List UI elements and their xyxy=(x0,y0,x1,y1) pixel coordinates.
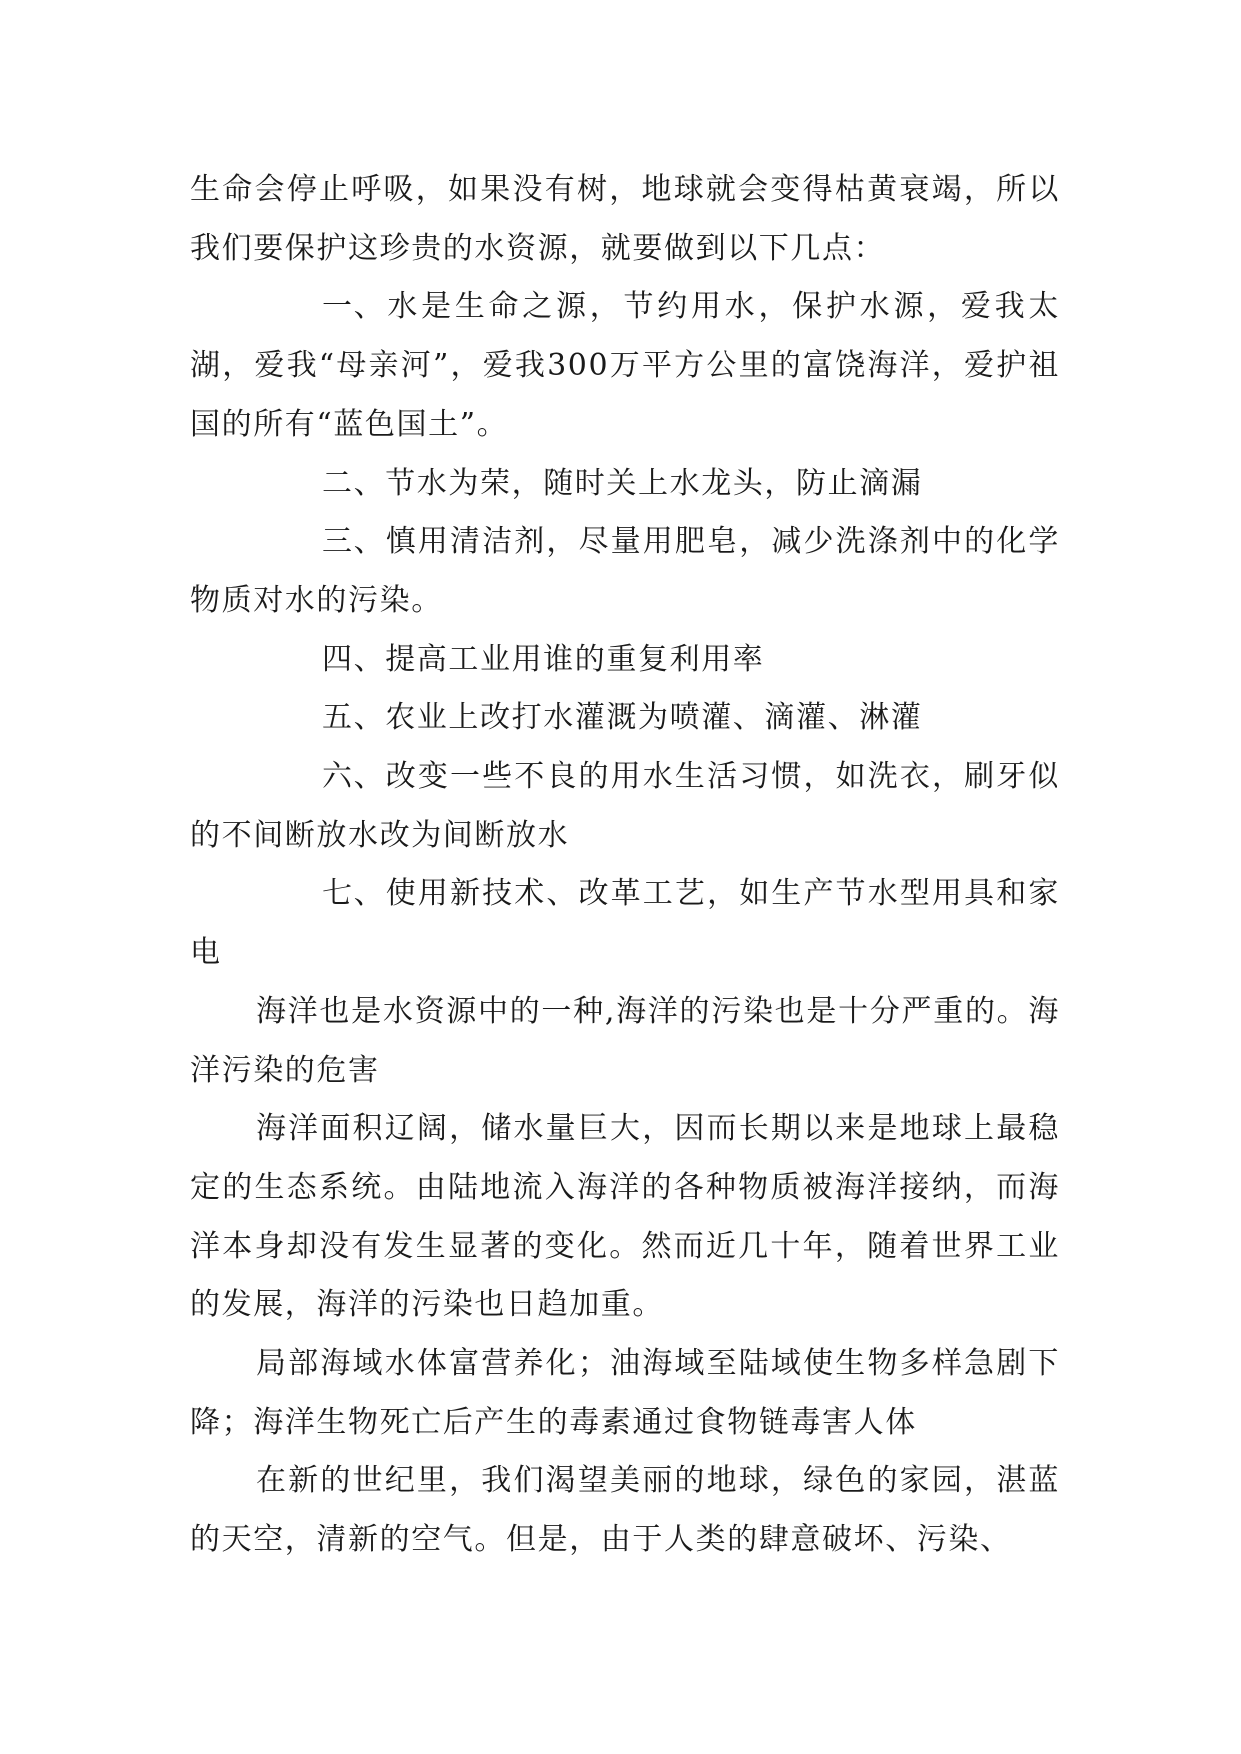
paragraph-text: 生命会停止呼吸，如果没有树，地球就会变得枯黄衰竭，所以我们要保护这珍贵的水资源，就要做到以下几点： xyxy=(190,172,1060,266)
list-item-3 xyxy=(190,513,1060,630)
list-number: 二、 xyxy=(322,465,386,501)
list-item-4 xyxy=(190,631,1060,690)
list-number: 五、 xyxy=(322,700,386,736)
document-body xyxy=(190,161,1060,1570)
paragraph-intro xyxy=(190,161,1060,278)
list-item-1 xyxy=(190,278,1060,454)
paragraph-text: 在新的世纪里，我们渴望美丽的地球，绿色的家园，湛蓝的天空，清新的空气。但是，由于人类的肆意破坏、污染、 xyxy=(190,1463,1060,1558)
paragraph-text: 海洋也是水资源中的一种,海洋的污染也是十分严重的。海洋污染的危害 xyxy=(190,993,1060,1088)
list-number: 一、 xyxy=(322,289,386,325)
list-number: 三、 xyxy=(322,524,386,560)
paragraph-ocean-description xyxy=(190,1100,1060,1335)
list-item-text: 农业上改打水灌溉为喷灌、滴灌、淋灌 xyxy=(385,700,923,736)
paragraph-ocean-intro xyxy=(190,983,1060,1100)
paragraph-text: 局部海域水体富营养化；油海域至陆域使生物多样急剧下降；海洋生物死亡后产生的毒素通过食物链毒害人体 xyxy=(190,1346,1060,1440)
list-number: 六、 xyxy=(322,759,386,795)
list-item-text: 改变一些不良的用水生活习惯，如洗衣，刷牙似的不间断放水改为间断放水 xyxy=(190,759,1060,853)
list-item-2 xyxy=(190,455,1060,514)
list-item-text: 提高工业用谁的重复利用率 xyxy=(385,641,765,677)
list-item-text: 节水为荣，随时关上水龙头，防止滴漏 xyxy=(385,465,923,501)
list-item-5 xyxy=(190,689,1060,748)
paragraph-ocean-harm xyxy=(190,1335,1060,1452)
list-number: 四、 xyxy=(322,641,386,677)
list-number: 七、 xyxy=(322,876,386,912)
list-item-text: 慎用清洁剂，尽量用肥皂，减少洗涤剂中的化学物质对水的污染。 xyxy=(190,524,1060,618)
list-item-6 xyxy=(190,748,1060,865)
paragraph-new-century xyxy=(190,1452,1060,1569)
list-item-text: 水是生命之源，节约用水，保护水源，爱我太湖，爱我“母亲河”，爱我300万平方公里的富饶海洋，爱护祖国的所有“蓝色国土”。 xyxy=(190,289,1060,442)
list-item-text: 使用新技术、改革工艺，如生产节水型用具和家电 xyxy=(190,876,1060,971)
paragraph-text: 海洋面积辽阔，储水量巨大，因而长期以来是地球上最稳定的生态系统。由陆地流入海洋的各种物质被海洋接纳，而海洋本身却没有发生显著的变化。然而近几十年，随着世界工业的发展，海洋的污染也日趋加重。 xyxy=(190,1111,1060,1323)
list-item-7 xyxy=(190,865,1060,982)
